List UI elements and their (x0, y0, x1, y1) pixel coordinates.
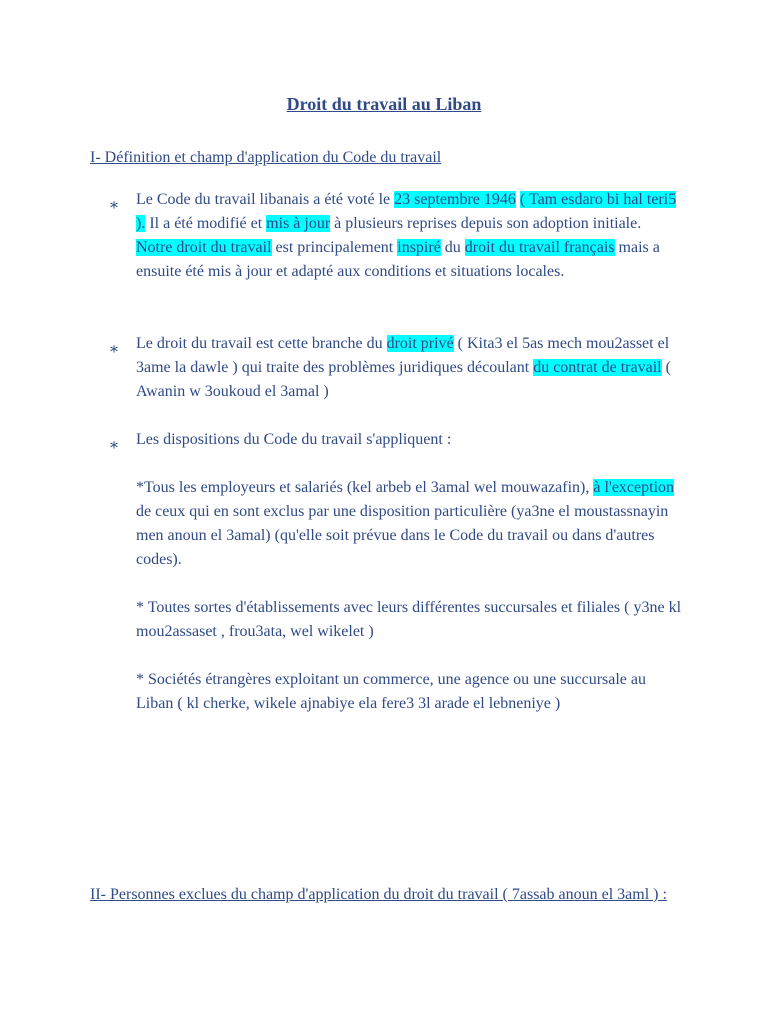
document-title: Droit du travail au Liban (286, 94, 482, 114)
highlight-inspired: inspiré (397, 239, 441, 256)
text-span: est principalement (271, 239, 398, 256)
bullet-paragraph-1 (136, 188, 681, 284)
bullet-paragraph-3: Les dispositions du Code du travail s'appliquent : (136, 431, 452, 448)
text-span: ( Kita3 el 5as mech mou2asset el 3ame la dawle ) qui traite des problèmes juridiques découlant (136, 335, 670, 376)
highlight-private-law: droit privé (386, 335, 454, 352)
highlight-work-contract: du contrat de travail (533, 359, 662, 376)
sub-paragraph-establishments: * Toutes sortes d'établissements avec leurs différentes succursales et filiales ( y3ne kl mou2assaset , frou3ata, wel wikelet ) (136, 599, 682, 640)
highlight-french-law: droit du travail français (464, 239, 615, 256)
text-span: mais a ensuite été mis à jour et adapté aux conditions et situations locales. (136, 239, 660, 280)
text-span: à plusieurs reprises depuis son adoption initiale. (330, 215, 642, 232)
highlight-date: 23 septembre 1946 (394, 191, 516, 208)
highlight-updated: mis à jour (266, 215, 331, 232)
bullet-marker-3: ⁎ (110, 435, 118, 452)
highlight-our-law: Notre droit du travail (136, 239, 272, 256)
sub-paragraph-employers (136, 476, 681, 572)
sub-paragraph-foreign-companies: * Sociétés étrangères exploitant un commerce, une agence ou une succursale au Liban ( kl cherke, wikele ajnabiye ela fere3 3l arade el lebneniye ) (136, 671, 647, 712)
text-span: du (440, 239, 465, 256)
bullet-paragraph-2 (136, 332, 681, 404)
highlight-exception: à l'exception (593, 479, 675, 496)
bullet-marker-2: ⁎ (110, 339, 118, 356)
text-span: Le droit du travail est cette branche du (136, 335, 387, 352)
text-span: Le Code du travail libanais a été voté le (136, 191, 395, 208)
text-span: de ceux qui en sont exclus par une disposition particulière (ya3ne el moustassnayin men anoun el 3amal) (qu'elle soit prévue dans le Code du travail ou dans d'autres codes). (136, 503, 669, 568)
text-span: *Tous les employeurs et salariés (kel arbeb el 3amal wel mouwazafin), (136, 479, 594, 496)
bullet-marker-1: ⁎ (110, 195, 118, 212)
section-heading-1: I- Définition et champ d'application du Code du travail (90, 149, 442, 166)
section-heading-2: II- Personnes exclues du champ d'application du droit du travail ( 7assab anoun el 3aml ) : (90, 886, 667, 903)
highlight-note: ( Tam esdaro bi hal teri5 ). (136, 191, 677, 232)
text-span: ( Awanin w 3oukoud el 3amal ) (136, 359, 671, 400)
text-span: Il a été modifié et (145, 215, 267, 232)
